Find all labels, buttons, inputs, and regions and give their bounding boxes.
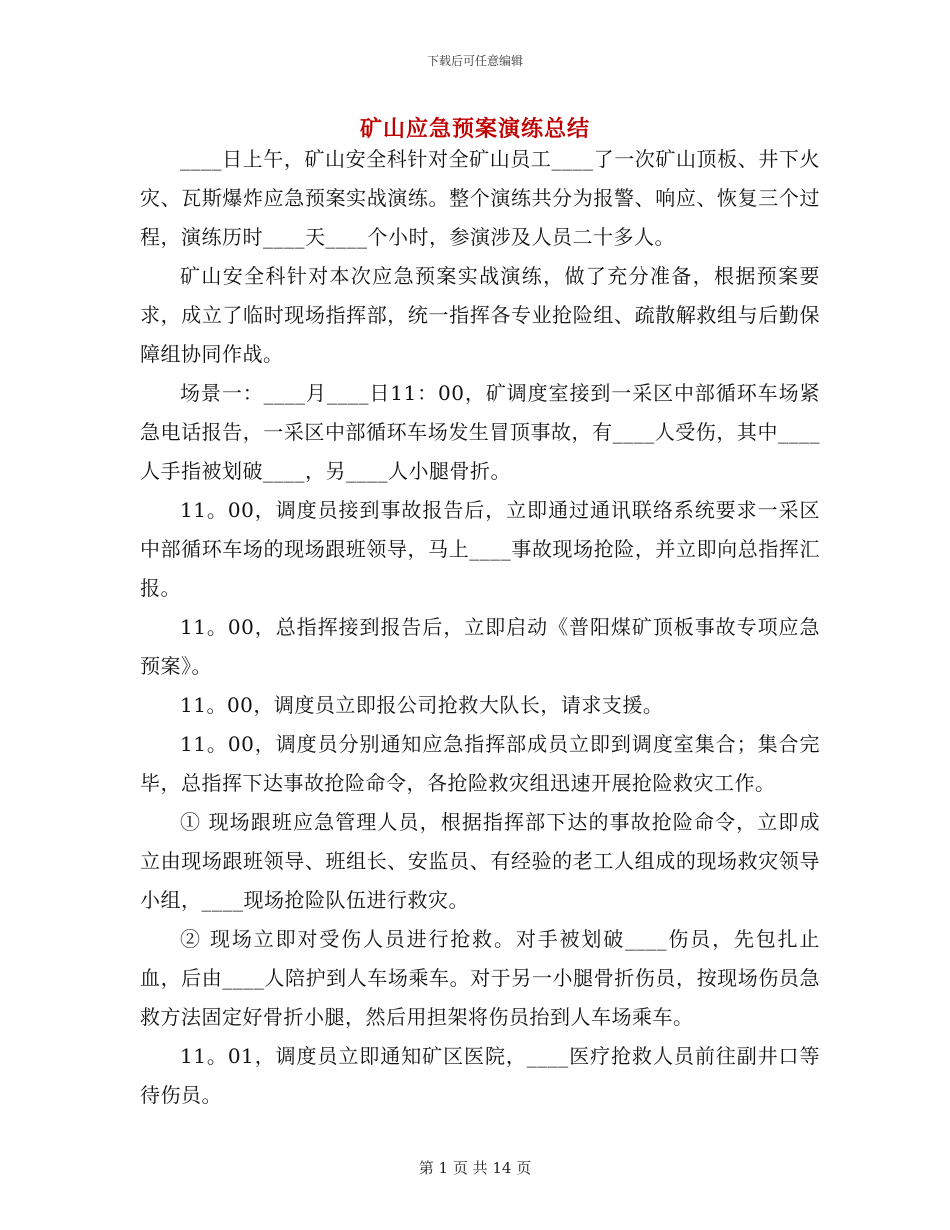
paragraph-commander-plan: 11。00，总指挥接到报告后，立即启动《普阳煤矿顶板事故专项应急预案》。	[140, 615, 820, 678]
document-body	[140, 140, 820, 1115]
paragraph-intro: ____日上午，矿山安全科针对全矿山员工____了一次矿山顶板、井下火灾、瓦斯爆炸应急预案实战演练。整个演练共分为报警、响应、恢复三个过程，演练历时____天____个小时，参演涉及人员二十多人。	[140, 147, 820, 249]
paragraph-scene-one: 场景一：____月____日11：00，矿调度室接到一采区中部循环车场紧急电话报告，一采区中部循环车场发生冒顶事故，有____人受伤，其中____人手指被划破____，另____人小腿骨折。	[140, 381, 820, 483]
paragraph-rescue-support: 11。00，调度员立即报公司抢救大队长，请求支援。	[180, 693, 664, 717]
paragraph-hospital-notice: 11。01，调度员立即通知矿区医院，____医疗抢救人员前往副井口等待伤员。	[140, 1044, 820, 1107]
paragraph-step-two: ② 现场立即对受伤人员进行抢救。对手被划破____伤员，先包扎止血，后由____人陪护到人车场乘车。对于另一小腿骨折伤员，按现场伤员急救方法固定好骨折小腿，然后用担架将伤员抬到人车场乘车。	[140, 927, 820, 1029]
paragraph-step-one: ① 现场跟班应急管理人员，根据指挥部下达的事故抢险命令，立即成立由现场跟班领导、班组长、安监员、有经验的老工人组成的现场救灾领导小组，____现场抢险队伍进行救灾。	[140, 810, 820, 912]
paragraph-dispatch-report: 11。00，调度员接到事故报告后，立即通过通讯联络系统要求一采区中部循环车场的现场跟班领导，马上____事故现场抢险，并立即向总指挥汇报。	[140, 498, 820, 600]
paragraph-assembly: 11。00，调度员分别通知应急指挥部成员立即到调度室集合；集合完毕，总指挥下达事故抢险命令，各抢险救灾组迅速开展抢险救灾工作。	[140, 732, 820, 795]
document-title: 矿山应急预案演练总结	[359, 116, 590, 142]
page-header-note: 下载后可任意编辑	[426, 54, 523, 68]
page-number-footer: 第 1 页 共 14 页	[418, 1159, 532, 1177]
paragraph-preparation: 矿山安全科针对本次应急预案实战演练，做了充分准备，根据预案要求，成立了临时现场指挥部，统一指挥各专业抢险组、疏散解救组与后勤保障组协同作战。	[140, 264, 820, 366]
